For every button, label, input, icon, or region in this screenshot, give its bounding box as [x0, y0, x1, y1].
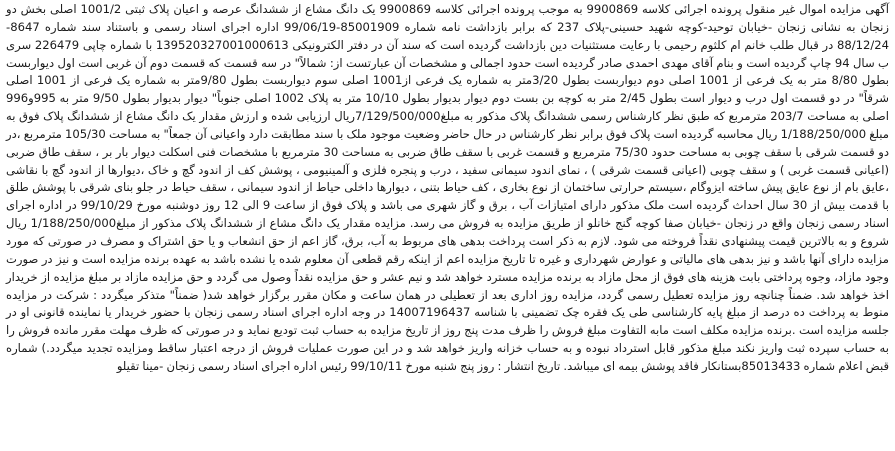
auction-notice-text: آگهی مزایده اموال غیر منقول پرونده اجرائی کلاسه 9900869 به موجب پرونده اجرائی کلاسه 9900869 یک دانگ مشاع از ششدانگ عرصه و اعیان پلاک ثبتی 1001/2 اصلی بخش دو زنجان به نشانی زنجان -خیابان توحید-کوچه شهید حسینی-پلاک 237 که برابر بازداشت نامه شماره 85001909-99/06/19 اداره اجرای اسناد رسمی و باستناد سند شماره 8647-88/12/24 در قبال طلب خانم ام کلثوم رحیمی با رعایت مستثنیات دین بازداشت گردیده است که سند آن در دفتر الکترونیکی 139520327001000613 با شماره چاپی 226479 سری ب سال 94 چاپ گردیده است و بنام آقای مهدی احمدی صادر گردیده است حدود اجمالی و مشخصات آن عبارتست از: شمالاً" در سه قسمت که قسمت دوم آن غربی است اول دیواربست بطول 8/80 متر به یک فرعی از 1001 اصلی دوم دیواربست بطول 3/20متر به شماره یک فرعی از1001 اصلی سوم دیواربست بطول 9/80متر به شماره یک فرعی از 1001 اصلی شرقاً" در دو قسمت اول درب و دیوار است بطول 2/45 متر به کوچه بن بست دوم دیوار بدیوار بطول 10/10 متر به پلاک 1002 اصلی جنوباً" دیوار بدیوار بطول 9/50 متر به 995و996 اصلی به مساحت 203/7 مترمربع که طبق نظر کارشناس رسمی ششدانگ پلاک مذکور به مبلغ7/129/500/000ریال ارزیابی شده و ارزش مقدار یک دانگ مشاع از ششدانگ پلاک فوق به مبلغ 1/188/250/000 ریال محاسبه گردیده است پلاک فوق برابر نظر کارشناس در حال حاضر وضعیت موجود ملک با سند مطابقت دارد واعیانی آن جمعاً" به مساحت 105/30 مترمربع ،در دو قسمت شرقی با سقف چوبی به مساحت حدود 75/30 مترمربع و قسمت غربی با سقف طاق ضربی به مساحت 30 مترمربع با مشخصات فنی اسکلت دیوار بار بر ، سقف طاق ضربی (اعیانی قسمت غربی ) و سقف چوبی (اعیانی قسمت شرقی ) ، نمای اندود سیمانی سفید ، درب و پنجره فلزی و آلمینیومی ، پوشش کف از اندود گچ و خاک ،دیوارها از اندود گچ با نقاشی ،عایق بام از نوع عایق پیش ساخته ایزوگام ،سیستم حرارتی ساختمان از نوع بخاری ، کف حیاط بتنی ، دیوارها داخلی حیاط از اندود سیمانی ، سقف حیاط در جلو بنای شرقی با پوشش طلق با قدمت بیش از 30 سال احداث گردیده است ملک مذکور دارای امتیازات آب ، برق و گاز شهری می باشد و پلاک فوق از ساعت 9 الی 12 روز دوشنبه مورخ 99/10/29 در اداره اجرای اسناد رسمی زنجان واقع در زنجان -خیابان صفا کوچه گنج خانلو از طریق مزایده به فروش می رسد. مزایده مقدار یک دانگ مشاع از ششدانگ پلاک مذکور از مبلغ1/188/250/000 ریال شروع و به بالاترین قیمت پیشنهادی نقداً فروخته می شود. لازم به ذکر است پرداخت بدهی های مربوط به آب، برق، گاز اعم از حق انشعاب و یا حق اشتراک و مصرف در صورتی که مورد مزایده دارای آنها باشد و نیز بدهی های مالیاتی و عوارض شهرداری و غیره تا تاریخ مزایده اعم از اینکه رقم قطعی آن معلوم شده یا نشده باشد به عهده برنده مزایده است و نیز در صورت وجود مازاد، وجوه پرداختی بابت هزینه های فوق از محل مازاد به برنده مزایده مسترد خواهد شد و نیم عشر و حق مزایده نقداً وصول می گردد و حق مزایده مازاد بر مبلغ مزایده از خریدار اخذ خواهد شد. ضمناً چنانچه روز مزایده تعطیل رسمی گردد، مزایده روز اداری بعد از تعطیلی در همان ساعت و مکان مقرر برگزار خواهد شد( ضمناً" متذکر میگردد : شرکت در مزایده منوط به پرداخت ده درصد از مبلغ پایه کارشناسی طی یک فقره چک تضمینی با شناسه 14007196437 در وجه اداره اجرای اسناد رسمی زنجان با حضور خریدار یا نماینده قانونی او در جلسه مزایده است .برنده مزایده مکلف است مابه التفاوت مبلغ فروش را ظرف مدت پنج روز از تاریخ مزایده به حساب ثبت تودیع نماید و در صورتی که ظرف مهلت مقرر مانده فروش را به حساب سپرده ثبت واریز نکند مبلغ مذکور قابل استرداد نبوده و به حساب خزانه واریز خواهد شد و در این صورت عملیات فروش از درجه اعتبار ساقط ومزایده تجدید میگردد.) شماره قبض اعلام شماره 85013433بستانکار فاقد پوشش بیمه ای میباشد. تاریخ انتشار : روز پنج شنبه مورخ 99/10/11 رئیس اداره اجرای اسناد رسمی زنجان -مینا تقیلو [6, 2, 890, 373]
